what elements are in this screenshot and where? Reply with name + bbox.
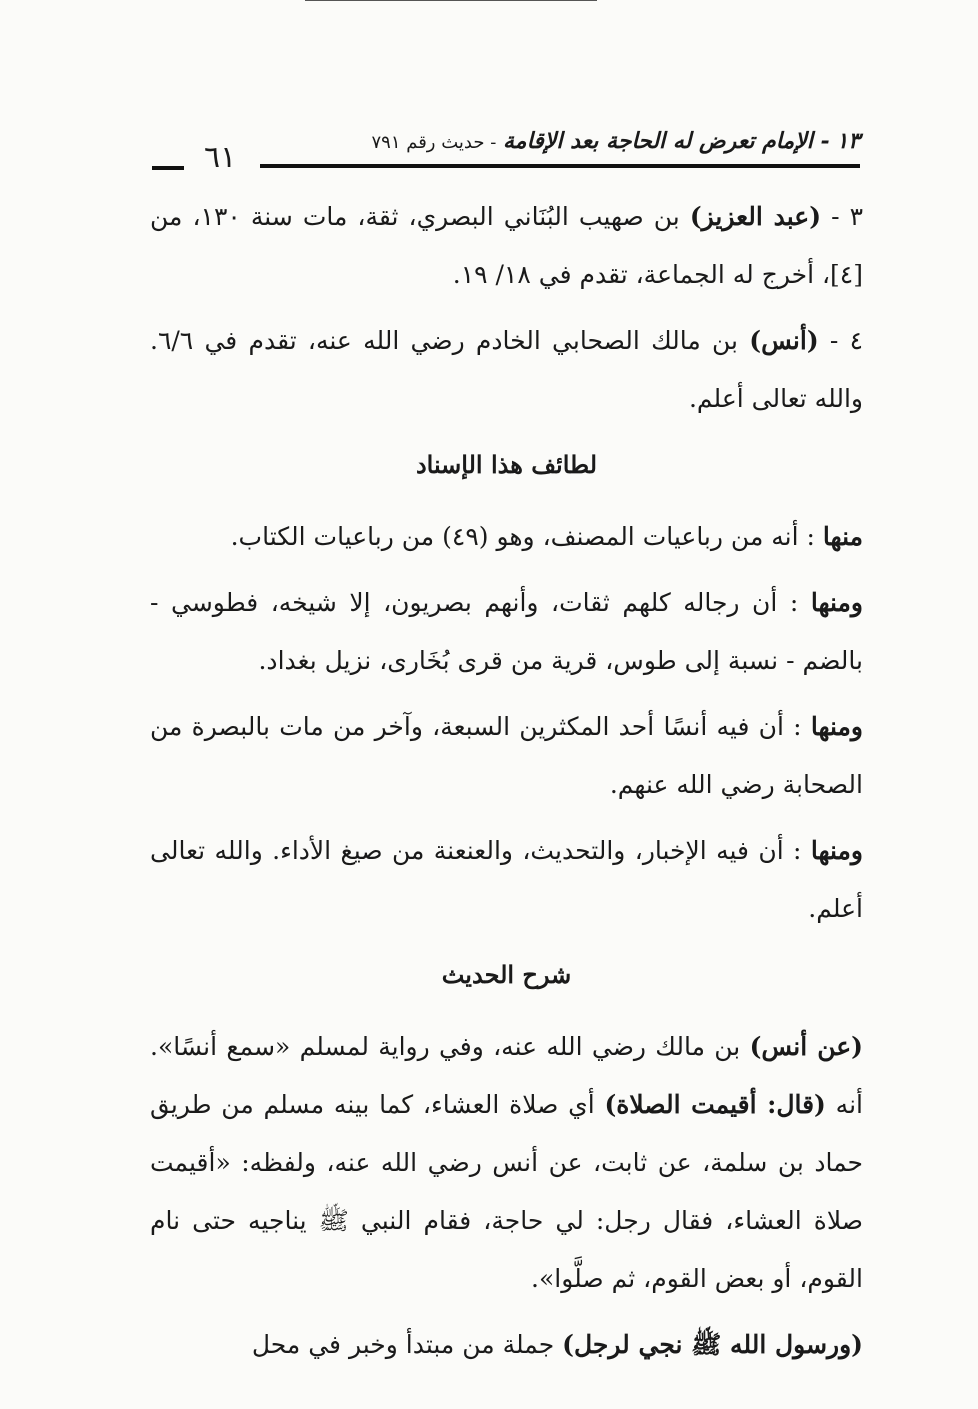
- narrator-3-number: ٣: [849, 202, 863, 231]
- chapter-number: ١٣: [836, 128, 860, 154]
- isnad-item-label: منها: [822, 522, 863, 551]
- narrator-4-name: (أنس): [749, 326, 819, 355]
- sharh-paragraph-2: [150, 1316, 863, 1374]
- running-header: ١٣ - الإمام تعرض له الحاجة بعد الإقامة - حديث رقم ٧٩١: [371, 128, 860, 154]
- sharh-text: جملة من مبتدأ وخبر في محل: [251, 1330, 563, 1359]
- isnad-item: [150, 508, 863, 566]
- isnad-item-text: : أن فيه أنسًا أحد المكثرين السبعة، وآخر من مات بالبصرة من الصحابة رضي الله عنهم.: [150, 712, 863, 799]
- sharh-quote-anas: (عن أنس): [749, 1032, 863, 1061]
- narrator-3-text: بن صهيب البُنَاني البصري، ثقة، مات سنة ١٣٠، من [٤]، أخرج له الجماعة، تقدم في ١٨/ ١٩.: [150, 202, 863, 289]
- page-body: [150, 188, 863, 1382]
- sharh-text: بن مالك رضي الله عنه، وفي رواية لمسلم «سمع أنسًا». أنه: [150, 1032, 863, 1119]
- sharh-quote-rasul: (ورسول الله ﷺ نجي لرجل): [562, 1330, 863, 1359]
- narrator-4-number: ٤: [849, 326, 864, 355]
- isnad-item-label: ومنها: [810, 712, 863, 741]
- isnad-item: [150, 574, 863, 690]
- isnad-item-label: ومنها: [810, 836, 863, 865]
- sharh-text: أي صلاة العشاء، كما بينه مسلم من طريق حماد بن سلمة، عن ثابت، عن أنس رضي الله عنه، ولفظه: «أقيمت صلاة العشاء، فقال رجل: لي حاجة، فقام النبي ﷺ يناجيه حتى نام القوم، أو بعض القوم، ثم صلَّوا».: [150, 1090, 863, 1293]
- page-number-dash: [152, 166, 184, 170]
- isnad-item-text: : أن فيه الإخبار، والتحديث، والعنعنة من صيغ الأداء. والله تعالى أعلم.: [150, 836, 863, 923]
- sharh-section-heading: شرح الحديث: [441, 960, 572, 989]
- isnad-item-text: : أنه من رباعيات المصنف، وهو (٤٩) من رباعيات الكتاب.: [230, 522, 815, 551]
- narrator-4-text: بن مالك الصحابي الخادم رضي الله عنه، تقدم في ٦/٦. والله تعالى أعلم.: [150, 326, 863, 413]
- narrator-4-entry: ٤ - (أنس) بن مالك الصحابي الخادم رضي الله عنه، تقدم في ٦/٦. والله تعالى أعلم.: [150, 326, 864, 413]
- narrator-3-name: (عبد العزيز): [689, 202, 822, 231]
- isnad-item-label: ومنها: [810, 588, 863, 617]
- isnad-item: [150, 698, 863, 814]
- isnad-section-heading: لطائف هذا الإسناد: [415, 450, 598, 479]
- page-header: [152, 118, 860, 178]
- sharh-quote-qala: (قال: أقيمت الصلاة): [604, 1090, 826, 1119]
- top-rule: [305, 0, 597, 1]
- page-number: ٦١: [204, 140, 237, 175]
- chapter-title: الإمام تعرض له الحاجة بعد الإقامة: [502, 128, 813, 154]
- isnad-item-text: : أن رجاله كلهم ثقات، وأنهم بصريون، إلا شيخه، فطوسي - بالضم - نسبة إلى طوس، قرية من قرى بُخَارى، نزيل بغداد.: [150, 588, 863, 675]
- isnad-item: [150, 822, 863, 938]
- sharh-paragraph-1: [150, 1018, 863, 1308]
- header-rule: [260, 164, 860, 168]
- narrator-3-entry: ٣ - (عبد العزيز) بن صهيب البُنَاني البصري، ثقة، مات سنة ١٣٠، من [٤]، أخرج له الجماعة، تقدم في ١٨/ ١٩.: [150, 202, 863, 289]
- hadith-number: حديث رقم ٧٩١: [371, 132, 485, 153]
